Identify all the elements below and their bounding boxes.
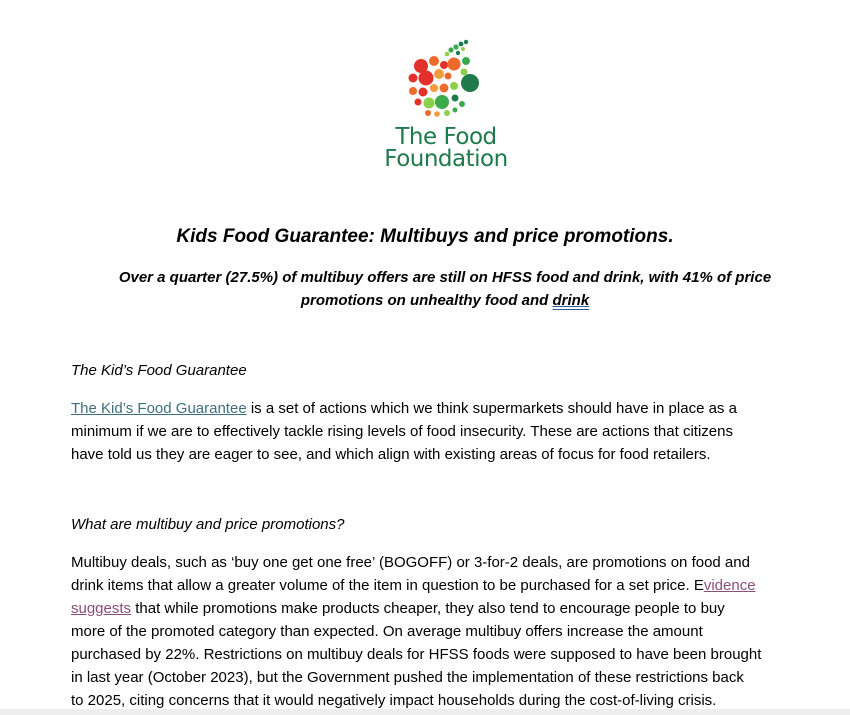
subtitle-underlined-word: drink (552, 292, 590, 309)
document-subtitle (100, 266, 790, 312)
paragraph-line: Multibuy deals, such as ‘buy one get one free’ (BOGOFF) or 3-for-2 deals, are promotions on food and (71, 554, 750, 571)
food-foundation-logo (370, 36, 520, 176)
paragraph-line: have told us they are eager to see, and which align with existing areas of focus for food retailers. (71, 446, 711, 463)
paragraph-line (71, 597, 823, 620)
apple-dots-icon (404, 36, 484, 118)
paragraph-line: in last year (October 2023), but the Government pushed the implementation of these restrictions back (71, 669, 744, 686)
subtitle-line-2-text: promotions on unhealthy food and (300, 292, 553, 309)
logo-wordmark (376, 126, 516, 170)
paragraph-line (71, 397, 823, 420)
paragraph-line: purchased by 22%. Restrictions on multibuy deals for HFSS foods were supposed to have been brought (71, 646, 762, 663)
section-heading-multibuy: What are multibuy and price promotions? (71, 516, 345, 533)
paragraph-line: more of the promoted category than expected. On average multibuy offers increase the amount (71, 623, 703, 640)
paragraph-line: minimum if we are to effectively tackle rising levels of food insecurity. These are actions that citizens (71, 423, 733, 440)
paragraph-multibuy (71, 551, 823, 712)
paragraph-text: drink items that allow a greater volume of the item in question to be purchased for a set price. E (71, 577, 704, 594)
subtitle-line-2 (100, 289, 790, 312)
document-title: Kids Food Guarantee: Multibuys and price promotions. (176, 226, 674, 247)
paragraph-text: is a set of actions which we think supermarkets should have in place as a (246, 400, 737, 417)
kids-food-guarantee-link[interactable]: The Kid’s Food Guarantee (71, 400, 247, 417)
paragraph-line (71, 574, 823, 597)
evidence-suggests-link[interactable]: vidence (703, 577, 756, 594)
paragraph-kids-food-guarantee (71, 397, 823, 466)
evidence-suggests-link-continued[interactable]: suggests (71, 600, 132, 617)
logo-line-2: Foundation (384, 146, 508, 172)
logo-line-1: The Food (395, 124, 497, 150)
page-bottom-edge (0, 709, 850, 715)
subtitle-line-1: Over a quarter (27.5%) of multibuy offers are still on HFSS food and drink, with 41% of price (118, 269, 772, 286)
paragraph-line: to 2025, citing concerns that it would negatively impact households during the cost-of-living crisis. (71, 692, 717, 709)
section-heading-kids-food-guarantee: The Kid’s Food Guarantee (71, 362, 247, 379)
paragraph-text: that while promotions make products cheaper, they also tend to encourage people to buy (131, 600, 725, 617)
